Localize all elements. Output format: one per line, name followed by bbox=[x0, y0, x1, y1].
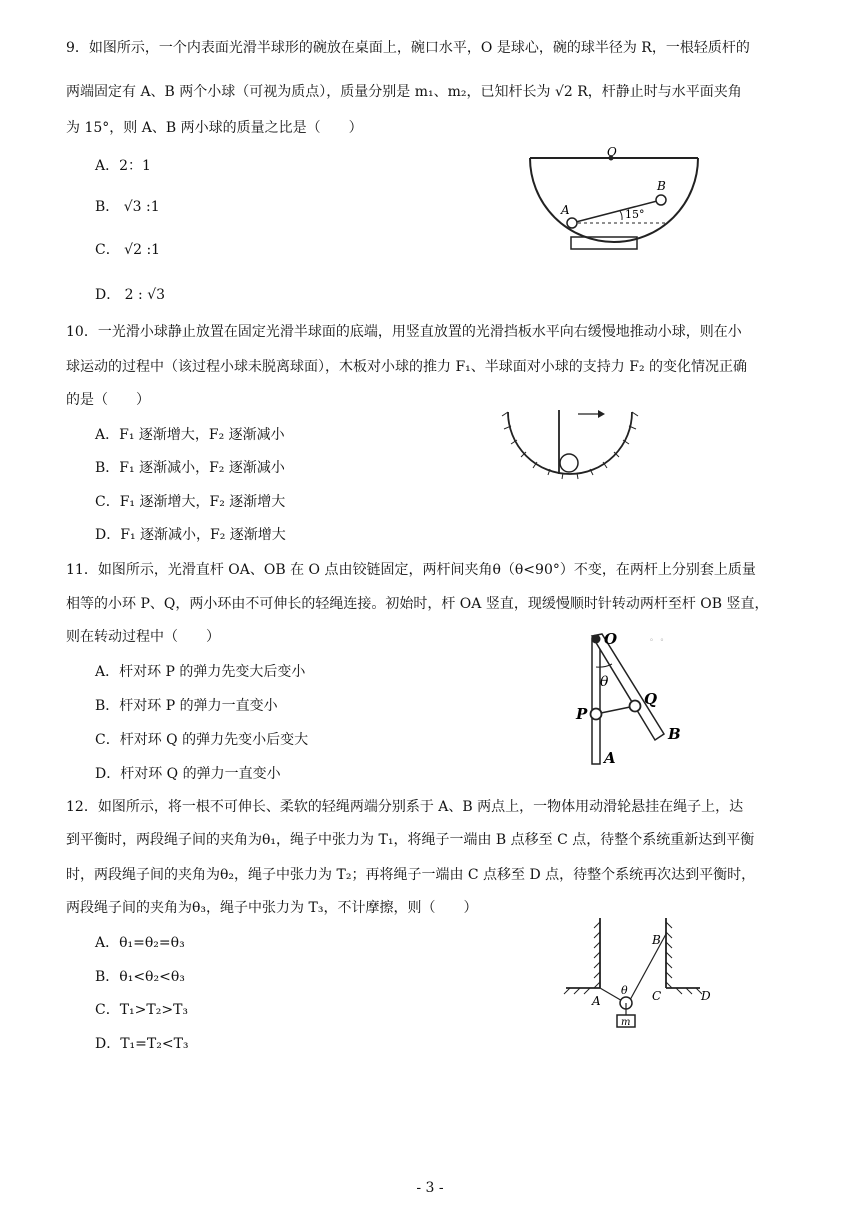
q11-stem-line-3: 则在转动过程中（ ） bbox=[66, 629, 220, 645]
q11-label-a: A bbox=[604, 749, 616, 767]
q12-option-b: B．θ₁<θ₂<θ₃ bbox=[95, 969, 185, 985]
q9-stem-line-2: 两端固定有 A、B 两个小球（可视为质点），质量分别是 m₁、m₂，已知杆长为 √2 R，杆静止时与水平面夹角 bbox=[66, 84, 742, 100]
svg-text:。 。: 。 。 bbox=[650, 633, 669, 642]
q9-label-angle: 15° bbox=[625, 208, 645, 221]
q11-stem-line-2: 相等的小环 P、Q，两小环由不可伸长的轻绳连接。初始时，杆 OA 竖直，现缓慢顺时针转动两杆至杆 OB 竖直， bbox=[66, 596, 769, 612]
q12-label-theta: θ bbox=[621, 984, 628, 997]
q11-label-b: B bbox=[668, 725, 681, 743]
q11-option-b: B．杆对环 P 的弹力一直变小 bbox=[95, 698, 278, 714]
q12-label-b: B bbox=[652, 933, 661, 947]
q12-option-a: A．θ₁=θ₂=θ₃ bbox=[95, 935, 185, 951]
q9-option-b: B． √3 :1 bbox=[95, 199, 160, 215]
q11-option-d: D．杆对环 Q 的弹力一直变小 bbox=[95, 766, 281, 782]
q9-option-c: C． √2 :1 bbox=[95, 242, 161, 258]
q11-label-q: Q bbox=[644, 690, 658, 708]
q10-option-b: B．F₁ 逐渐减小，F₂ 逐渐减小 bbox=[95, 460, 285, 476]
q9-label-o: O bbox=[607, 145, 617, 159]
q9-stem-line-3: 为 15°，则 A、B 两小球的质量之比是（ ） bbox=[66, 120, 363, 136]
q10-option-d: D．F₁ 逐渐减小，F₂ 逐渐增大 bbox=[95, 527, 286, 543]
q12-pulley-figure bbox=[560, 912, 720, 1036]
page-number: - 3 - bbox=[416, 1180, 444, 1196]
q12-label-m: m bbox=[621, 1017, 631, 1028]
q10-hemisphere-figure bbox=[500, 404, 640, 484]
q11-option-c: C．杆对环 Q 的弹力先变小后变大 bbox=[95, 732, 309, 748]
q11-label-p: P bbox=[576, 705, 588, 723]
q12-label-a: A bbox=[592, 994, 601, 1008]
q12-label-d: D bbox=[701, 989, 711, 1003]
q9-label-b: B bbox=[657, 179, 666, 193]
q12-option-c: C．T₁>T₂>T₃ bbox=[95, 1002, 189, 1018]
q12-stem-line-1: 12．如图所示，将一根不可伸长、柔软的轻绳两端分别系于 A、B 两点上，一物体用动滑轮悬挂在绳子上，达 bbox=[66, 799, 744, 815]
q9-stem-line-1: 9．如图所示，一个内表面光滑半球形的碗放在桌面上，碗口水平，O 是球心，碗的球半径为 R，一根轻质杆的 bbox=[66, 40, 750, 56]
q12-stem-line-3: 时，两段绳子间的夹角为θ₂，绳子中张力为 T₂；再将绳子一端由 C 点移至 D 点，待整个系统再次达到平衡时， bbox=[66, 867, 756, 883]
q11-rods-figure bbox=[570, 622, 700, 768]
q12-stem-line-4: 两段绳子间的夹角为θ₃，绳子中张力为 T₃，不计摩擦，则（ ） bbox=[66, 900, 478, 916]
q10-stem-line-3: 的是（ ） bbox=[66, 392, 150, 408]
q9-label-a: A bbox=[561, 203, 570, 217]
q10-option-c: C．F₁ 逐渐增大，F₂ 逐渐增大 bbox=[95, 494, 286, 510]
q11-stem-line-1: 11．如图所示，光滑直杆 OA、OB 在 O 点由铰链固定，两杆间夹角θ（θ<90°）不变，在两杆上分别套上质量 bbox=[66, 562, 756, 578]
q9-option-d: D． 2 : √3 bbox=[95, 287, 166, 303]
q9-bowl-figure bbox=[525, 140, 705, 252]
q12-option-d: D．T₁=T₂<T₃ bbox=[95, 1036, 189, 1052]
q11-option-a: A．杆对环 P 的弹力先变大后变小 bbox=[95, 664, 306, 680]
q11-label-theta: θ bbox=[600, 674, 609, 690]
q12-stem-line-2: 到平衡时，两段绳子间的夹角为θ₁，绳子中张力为 T₁，将绳子一端由 B 点移至 C 点，待整个系统重新达到平衡 bbox=[66, 832, 755, 848]
q12-label-c: C bbox=[652, 989, 662, 1003]
q10-option-a: A．F₁ 逐渐增大，F₂ 逐渐减小 bbox=[95, 427, 285, 443]
q11-label-o: O bbox=[604, 630, 618, 648]
q10-stem-line-2: 球运动的过程中（该过程小球未脱离球面），木板对小球的推力 F₁、半球面对小球的支持力 F₂ 的变化情况正确 bbox=[66, 359, 748, 375]
q9-option-a: A．2：1 bbox=[95, 158, 151, 174]
q10-stem-line-1: 10．一光滑小球静止放置在固定光滑半球面的底端，用竖直放置的光滑挡板水平向右缓慢地推动小球，则在小 bbox=[66, 324, 742, 340]
